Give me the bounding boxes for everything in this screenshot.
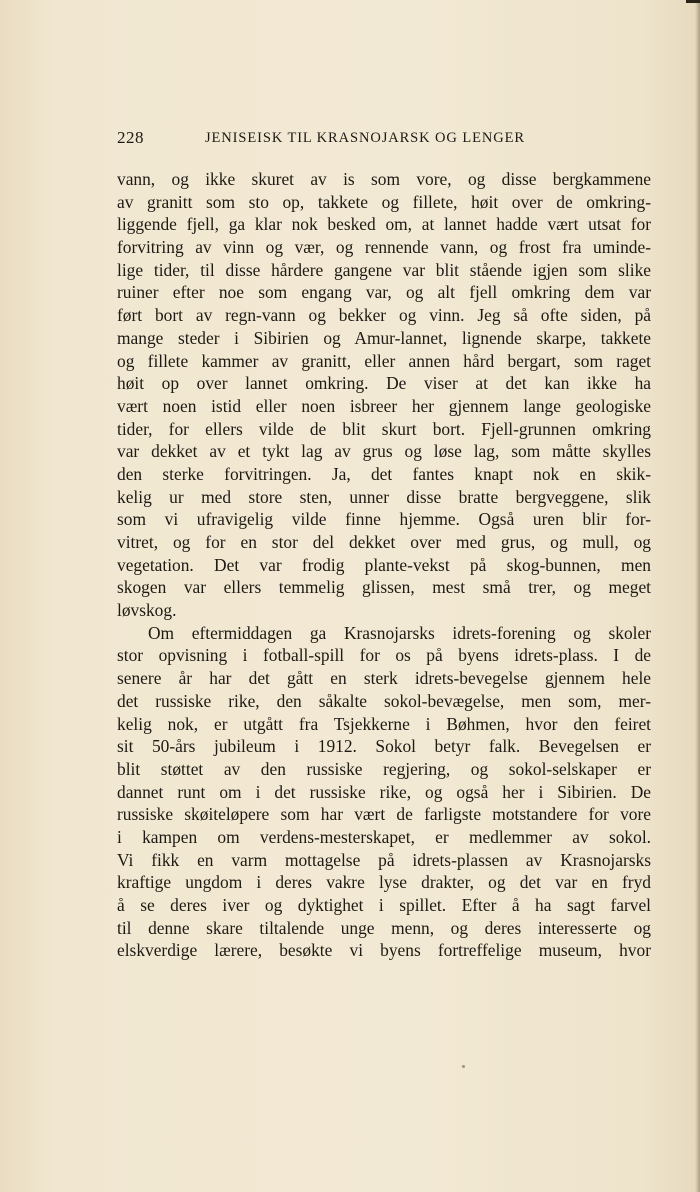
text-line: skogen var ellers temmelig glissen, mest små trer, og meget [117, 577, 651, 598]
text-line: stor opvisning i fotball-spill for os på byens idrets-plass. I de [117, 645, 651, 666]
text-line: som vi ufravigelig vilde finne hjemme. Også uren blir for- [117, 509, 651, 530]
page-number: 228 [117, 128, 144, 147]
text-line: i kampen om verdens-mesterskapet, er medlemmer av sokol. [117, 826, 651, 847]
text-line: lige tider, til disse hårdere gangene var blit stående igjen som slike [117, 259, 651, 280]
text-line: og fillete kammer av granitt, eller annen hård bergart, som raget [117, 350, 651, 371]
text-line: av granitt som sto op, takkete og fillete, høit over de omkring- [117, 191, 651, 212]
text-line: til denne skare tiltalende unge menn, og deres interesserte og [117, 917, 651, 938]
text-line: ruiner efter noe som engang var, og alt fjell omkring dem var [117, 282, 651, 303]
text-line: det russiske rike, den såkalte sokol-bevægelse, men som, mer- [117, 690, 651, 711]
text-line: mange steder i Sibirien og Amur-lannet, lignende skarpe, takkete [117, 327, 651, 348]
text-line: vann, og ikke skuret av is som vore, og disse bergkammene [117, 169, 651, 189]
text-line: Vi fikk en varm mottagelse på idrets-plassen av Krasnojarsks [117, 849, 651, 870]
text-line: den sterke forvitringen. Ja, det fantes knapt nok en skik- [117, 463, 651, 484]
body-text [117, 168, 651, 962]
text-line: russiske skøiteløpere som har vært de farligste motstandere for vore [117, 804, 651, 825]
paragraph-start-line: Om eftermiddagen ga Krasnojarsks idrets-forening og skoler [148, 622, 651, 643]
text-line: var dekket av et tykt lag av grus og løse lag, som måtte skylles [117, 441, 651, 462]
text-line: forvitring av vinn og vær, og rennende vann, og frost fra uminde- [117, 237, 651, 258]
text-line: kraftige ungdom i deres vakre lyse drakter, og det var en fryd [117, 872, 651, 893]
corner-mark [686, 0, 700, 11]
text-line: ført bort av regn-vann og bekker og vinn. Jeg så ofte siden, på [117, 305, 651, 326]
text-line: kelig ur med store sten, unner disse bratte bergveggene, slik [117, 486, 651, 507]
text-line: høit op over lannet omkring. De viser at det kan ikke ha [117, 373, 651, 394]
text-line: vitret, og for en stor del dekket over med grus, og mull, og [117, 532, 651, 552]
paper-speck [462, 1065, 465, 1068]
page-edge-shadow [695, 0, 700, 1192]
text-line: elskverdige lærere, besøkte vi byens fortreffelige museum, hvor [117, 940, 651, 961]
text-line: løvskog. [117, 600, 177, 621]
text-line: blit støttet av den russiske regjering, og sokol-selskaper er [117, 758, 651, 779]
text-line: vært noen istid eller noen isbreer her gjennem lange geologiske [117, 395, 651, 416]
text-line: sit 50-års jubileum i 1912. Sokol betyr falk. Bevegelsen er [117, 736, 651, 757]
text-line: tider, for ellers vilde de blit skurt bort. Fjell-grunnen omkring [117, 418, 651, 439]
text-line: dannet runt om i det russiske rike, og også her i Sibirien. De [117, 781, 651, 802]
text-line: liggende fjell, ga klar nok besked om, at lannet hadde vært utsat for [117, 214, 651, 235]
running-head: JENISEISK TIL KRASNOJARSK OG LENGER [205, 130, 525, 146]
text-line: å se deres iver og dyktighet i spillet. Efter å ha sagt farvel [117, 895, 651, 915]
page-header [117, 128, 587, 152]
text-line: vegetation. Det var frodig plante-vekst på skog-bunnen, men [117, 554, 651, 575]
text-line: senere år har det gått en sterk idrets-bevegelse gjennem hele [117, 668, 651, 689]
text-line: kelig nok, er utgått fra Tsjekkerne i Bøhmen, hvor den feiret [117, 713, 651, 734]
